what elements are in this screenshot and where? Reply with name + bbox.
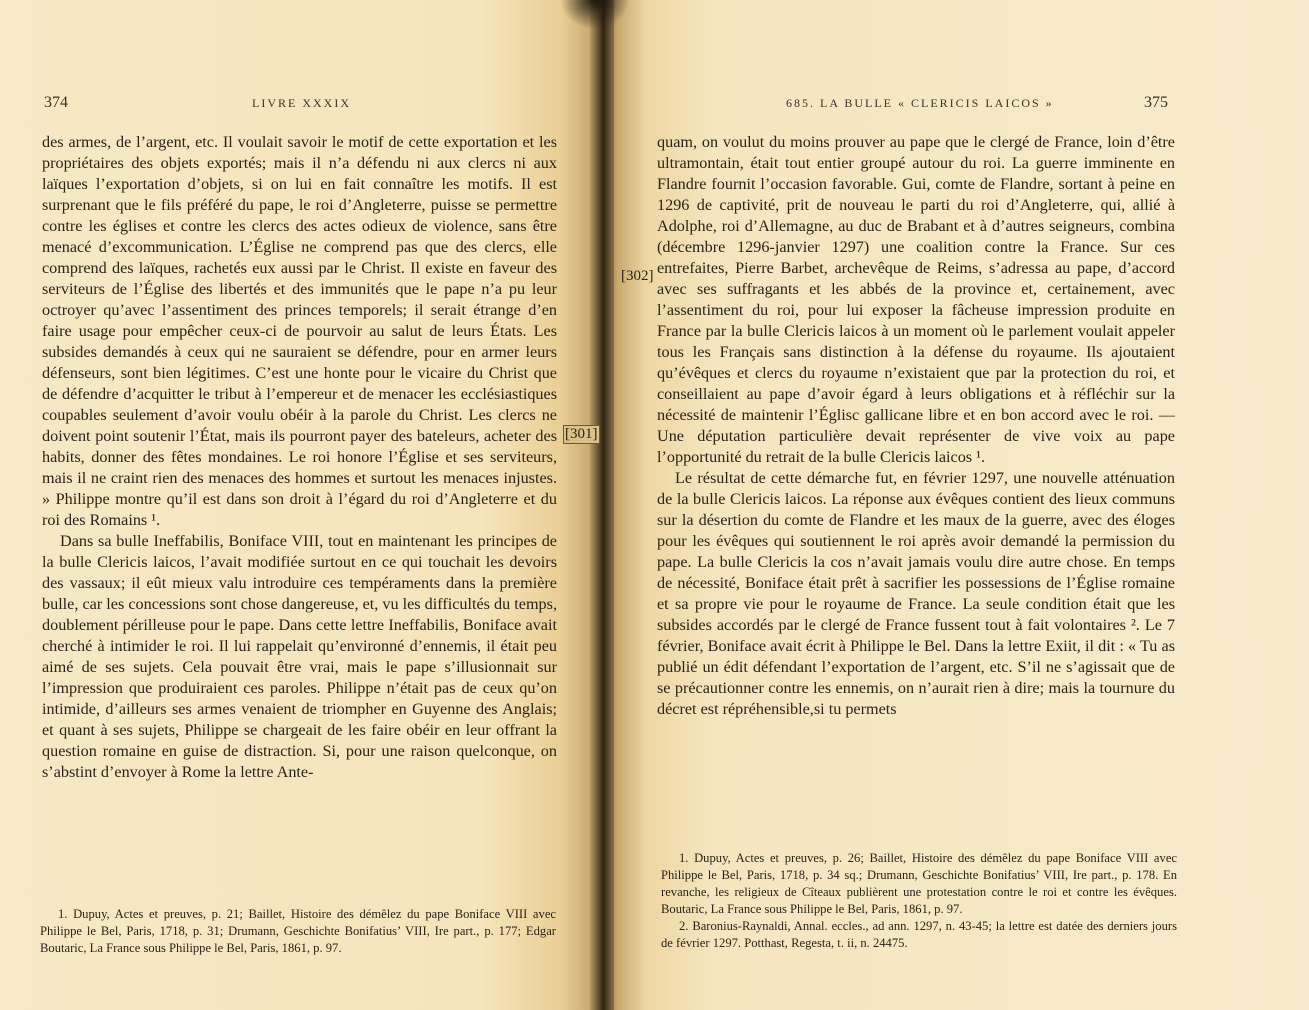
footnotes: [661, 850, 1177, 952]
running-head: 685. LA BULLE « CLERICIS LAICOS »: [786, 96, 1054, 110]
body-text: [657, 132, 1175, 720]
page-number: 375: [1144, 94, 1168, 111]
gutter-shadow: [560, 0, 630, 30]
left-page: [0, 0, 603, 1010]
footnote: 2. Baronius-Raynaldi, Annal. eccles., ad ann. 1297, n. 43-45; la lettre est datée des derniers jours de février 1297. Potthast, Regesta, t. ii, n. 24475.: [661, 919, 1177, 950]
footnotes: [40, 906, 556, 957]
page-number: 374: [44, 94, 68, 111]
paragraph: des armes, de l’argent, etc. Il voulait savoir le motif de cette exportation et les propriétaires des objets exportés; mais il n’a défendu ni aux clercs ni aux laïques l’exportation d’objets, si on lui en fait connaître les motifs. Il est surprenant que le fils préféré du pape, le roi d’Angleterre, puisse se permettre contre les églises et contre les clercs des actes odieux de violence, sans être menacé d’excommunication. L’Église ne comprend pas que des clercs, elle comprend des laïques, rachetés eux aussi par le Christ. Il existe en faveur des serviteurs de l’Église des libertés et des immunités que le pape n’a pu leur octroyer qu’avec l’assentiment des princes temporels; il serait étrange d’en faire usage pour empêcher ceux-ci de pourvoir au salut de leurs États. Les subsides demandés à ceux qui ne sauraient se défendre, pour en armer leurs défenseurs, sont bien légitimes. C’est une honte pour le vicaire du Christ que de défendre d’acquitter le tribut à l’empereur et de menacer les ecclésiastiques coupables seulement d’avoir voulu obéir à la parole du Christ. Les clercs ne doivent point soutenir l’État, mais ils pourront payer des bateleurs, acheter des habits, donner des fêtes mondaines. Le roi honore l’Église et ses serviteurs, mais il ne craint rien des menaces des hommes et surtout les menaces injustes. » Philippe montre qu’il est dans son droit à l’égard du roi d’Angleterre et du roi des Romains ¹.: [42, 133, 557, 529]
body-text: [42, 132, 557, 783]
paragraph: Dans sa bulle Ineffabilis, Boniface VIII, tout en maintenant les principes de la bulle Clericis laicos, l’avait modifiée surtout en ce qui touchait les devoirs des vassaux; il eût mieux valu introduire ces tempéraments dans la première bulle, car les concessions sont chose dangereuse, et, vu les difficultés du temps, doublement périlleuse pour le pape. Dans cette lettre Ineffabilis, Boniface avait cherché à intimider le roi. Il lui rappelait qu’environné d’ennemis, il était peu aimé de ses sujets. Cela pouvait être vrai, mais le pape s’illusionnait sur l’impression que produiraient ces paroles. Philippe n’était pas de ceux qu’on intimide, d’ailleurs ses armes venaient de triompher en Guyenne des Anglais; et quant à ses sujets, Philippe se chargeait de les faire obéir en leur offrant la question romaine en guise de distraction. Si, pour une raison quelconque, on s’abstint d’envoyer à Rome la lettre Ante-: [42, 532, 557, 781]
right-page: [603, 0, 1309, 1010]
marginal-note: [301]: [565, 426, 598, 442]
book-gutter: [590, 0, 614, 1010]
paragraph: quam, on voulut du moins prouver au pape que le clergé de France, loin d’être ultramontain, était tout entier groupé autour du roi. La guerre imminente en Flandre fournit l’occasion favorable. Gui, comte de Flandre, sortant à peine en 1296 de captivité, prit de nouveau le parti du roi d’Angleterre, qui, allié à Adolphe, roi d’Allemagne, au duc de Brabant et à d’autres seigneurs, combina (décembre 1296-janvier 1297) une coalition contre la France. Sur ces entrefaites, Pierre Barbet, archevêque de Reims, s’adressa au pape, d’accord avec ses suffragants et les abbés de la province et, certainement, avec l’assentiment du roi, pour lui exposer la fâcheuse impression produite en France par la bulle Clericis laicos à un moment où le parlement voulait appeler tous les Français sans distinction à la défense du royaume. Ils ajoutaient qu’évêques et clercs du royaume n’existaient que par la protection du roi, et conseillaient au pape d’avoir égard à leurs obligations et à réfléchir sur la nécessité de maintenir l’Églisc gallicane libre et en bon accord avec le roi. — Une députation particulière devait représenter de vive voix au pape l’opportunité du retrait de la bulle Clericis laicos ¹.: [657, 133, 1175, 466]
running-head: LIVRE XXXIX: [252, 96, 351, 110]
footnote: 1. Dupuy, Actes et preuves, p. 21; Baillet, Histoire des démêlez du pape Boniface VIII avec Philippe le Bel, Paris, 1718, p. 31; Drumann, Geschichte Bonifatius’ VIII, Ire part., p. 177; Edgar Boutaric, La France sous Philippe le Bel, Paris, 1861, p. 97.: [40, 907, 556, 955]
marginal-note: [302]: [621, 268, 654, 284]
paragraph: Le résultat de cette démarche fut, en février 1297, une nouvelle atténuation de la bulle Clericis laicos. La réponse aux évêques contient des lieux communs sur la désertion du comte de Flandre et les maux de la guerre, avec des éloges pour les évêques qui soutiennent le roi après avoir demandé la permission du pape. La bulle Clericis la cos n’avait jamais voulu dire autre chose. En temps de nécessité, Boniface était prêt à sacrifier les possessions de l’Église romaine et sa propre vie pour le royaume de France. La seule condition était que les subsides accordés par le clergé de France fussent tout à fait volontaires ². Le 7 février, Boniface avait écrit à Philippe le Bel. Dans la lettre Exiit, il dit : « Tu as publié un édit défendant l’exportation de l’argent, etc. S’il ne s’agissait que de se précautionner contre les ennemis, on n’aurait rien à dire; mais la tournure du décret est répréhensible,si tu permets: [657, 469, 1175, 718]
footnote: 1. Dupuy, Actes et preuves, p. 26; Baillet, Histoire des démêlez du pape Boniface VIII avec Philippe le Bel, Paris, 1718, p. 34 sq.; Drumann, Geschichte Bonifatius’ VIII, Ire part., p. 178. En revanche, les religieux de Cîteaux publièrent une protestation contre le roi et contre les évêques. Boutaric, La France sous Philippe le Bel, Paris, 1861, p. 97.: [661, 851, 1177, 916]
